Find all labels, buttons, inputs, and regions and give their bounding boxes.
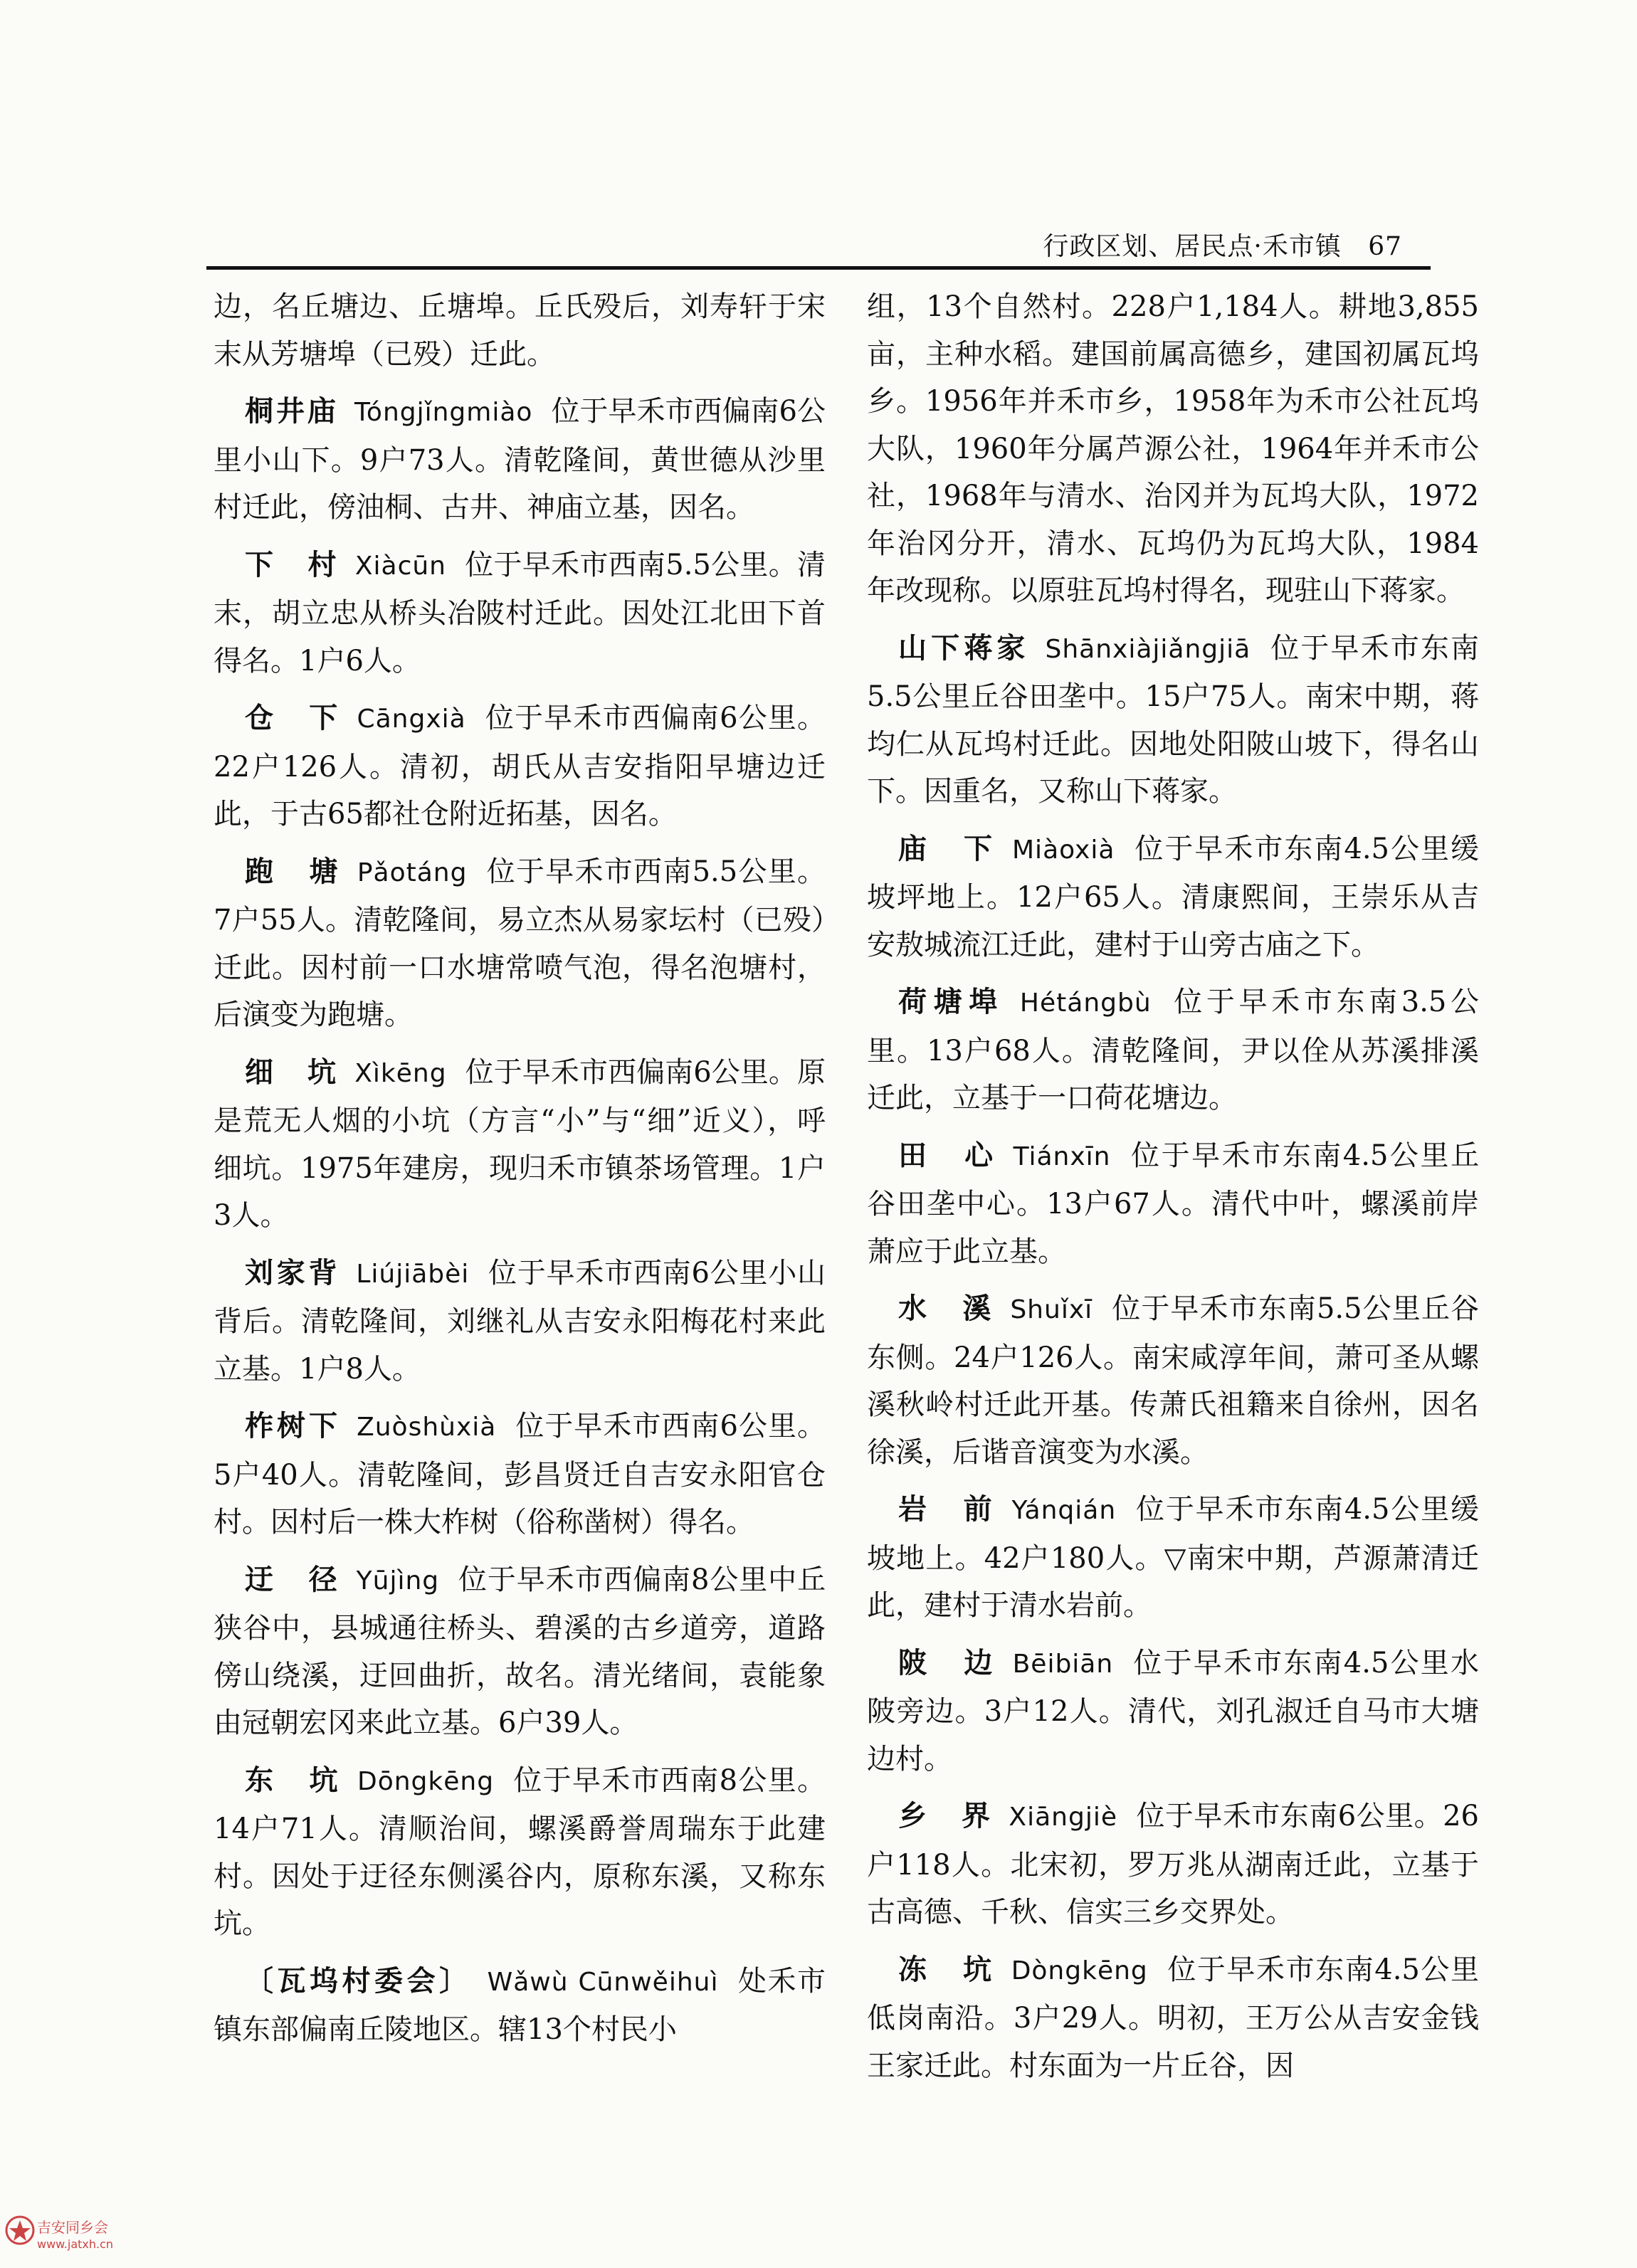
place-pinyin: Xiāngjiè (1009, 1803, 1117, 1832)
running-head (1043, 226, 1402, 263)
place-name: 岩 前 (898, 1492, 996, 1526)
place-pinyin: Dōngkēng (357, 1766, 495, 1796)
place-pinyin: Pǎotáng (357, 858, 468, 887)
right-column (867, 283, 1479, 2099)
place-name: 〔瓦坞村委会〕 (245, 1963, 472, 1998)
place-entry (867, 1946, 1479, 2090)
entry-text: 边，名丘塘边、丘塘埠。丘氏殁后，刘寿轩于宋末从芳塘埠（已殁）迁此。 (214, 290, 826, 371)
place-pinyin: Dòngkēng (1011, 1956, 1148, 1985)
place-name: 仓 下 (245, 701, 342, 734)
place-pinyin: Hétángbù (1019, 988, 1152, 1018)
place-pinyin: Shānxiàjiǎngjiā (1045, 634, 1251, 664)
place-name: 跑 塘 (245, 854, 342, 888)
place-entry (214, 1250, 826, 1393)
place-pinyin: Wǎwù Cūnwěihuì (487, 1967, 719, 1997)
place-name: 刘家背 (245, 1255, 341, 1289)
place-entry (867, 1640, 1479, 1783)
place-name: 水 溪 (898, 1292, 995, 1325)
place-name: 柞树下 (245, 1409, 342, 1442)
place-entry (867, 1132, 1479, 1276)
place-pinyin: Bēibiān (1012, 1649, 1114, 1679)
place-pinyin: Zuòshùxià (357, 1413, 497, 1442)
place-pinyin: Cāngxià (357, 705, 466, 734)
place-entry (867, 826, 1479, 969)
red-emblem-icon (4, 2215, 36, 2246)
entry-text: 位于早禾市西偏南6公里。22户126人。清初，胡氏从吉安指阳早塘边迁此，于古65都社仓附近拓基，因名。 (214, 702, 826, 830)
entry-text: 位于早禾市东南5.5公里丘谷东侧。24户126人。南宋咸淳年间，萧可圣从螺溪秋岭村迁此开基。传萧氏祖籍来自徐州，因名徐溪，后谐音演变为水溪。 (867, 1292, 1480, 1469)
place-entry (867, 1285, 1479, 1476)
place-name: 庙 下 (898, 831, 996, 865)
entry-text: 位于早禾市东南5.5公里丘谷田垄中。15户75人。南宋中期，蒋均仁从瓦坞村迁此。因地处阳陂山坡下，得名山下。因重名，又称山下蒋家。 (867, 631, 1480, 808)
entry-text: 位于早禾市西偏南6公里。原是荒无人烟的小坑（方言“小”与“细”近义），呼细坑。1975年建房，现归禾市镇茶场管理。1户3人。 (214, 1055, 826, 1232)
place-name: 田 心 (898, 1138, 998, 1172)
page-number: 67 (1368, 232, 1402, 261)
entry-text: 位于早禾市东南4.5公里丘谷田垄中心。13户67人。清代中叶，螺溪前岸萧应于此立基。 (867, 1139, 1479, 1268)
place-pinyin: Xìkēng (354, 1058, 447, 1088)
place-name: 荷塘埠 (898, 985, 1004, 1018)
place-name: 下 村 (245, 547, 339, 581)
place-entry (214, 1556, 826, 1747)
place-entry (214, 1757, 826, 1948)
place-pinyin: Tóngjǐngmiào (354, 398, 533, 427)
place-entry (214, 388, 826, 532)
place-entry (214, 1403, 826, 1546)
watermark-url: www.jatxh.cn (37, 2237, 114, 2251)
entry-text: 位于早禾市东南4.5公里低岗南沿。3户29人。明初，王万公从吉安金钱王家迁此。村东面为一片丘谷，因 (867, 1953, 1479, 2082)
running-head-title: 行政区划、居民点·禾市镇 (1043, 232, 1342, 261)
place-name: 东 坑 (245, 1763, 342, 1797)
place-name: 山下蒋家 (898, 631, 1030, 665)
place-entry (867, 625, 1479, 816)
place-pinyin: Xiàcūn (354, 551, 446, 581)
continued-text (867, 283, 1479, 615)
page-header (206, 226, 1431, 270)
left-column (214, 283, 826, 2064)
place-pinyin: Yánqián (1011, 1496, 1117, 1525)
entry-text: 位于早禾市东南4.5公里缓坡坪地上。12户65人。清康熙间，王崇乐从吉安敖城流江迁此，建村于山旁古庙之下。 (867, 832, 1479, 961)
place-name: 冻 坑 (898, 1952, 996, 1986)
place-entry (867, 1793, 1479, 1936)
place-name: 桐井庙 (245, 394, 339, 428)
place-entry (214, 848, 826, 1039)
place-name: 细 坑 (245, 1055, 339, 1089)
entry-text: 位于早禾市西偏南8公里中丘狭谷中，县城通往桥头、碧溪的古乡道旁，道路傍山绕溪，迂回曲折，故名。清光绪间，袁能象由冠朝宏冈来此立基。6户39人。 (214, 1563, 826, 1739)
watermark-site-name: 吉安同乡会 (37, 2219, 108, 2236)
place-pinyin: Tiánxīn (1013, 1141, 1111, 1171)
continued-text (214, 283, 826, 378)
entry-text: 位于早禾市西南8公里。14户71人。清顺治间，螺溪爵誉周瑞东于此建村。因处于迂径东侧溪谷内，原称东溪，又称东坑。 (214, 1763, 826, 1940)
place-entry (867, 1486, 1479, 1630)
entry-text: 位于早禾市东南3.5公里。13户68人。清乾隆间，尹以佺从苏溪排溪迁此，立基于一口荷花塘边。 (867, 986, 1479, 1114)
place-entry (214, 1049, 826, 1240)
entry-text: 组，13个自然村。228户1,184人。耕地3,855亩，主种水稻。建国前属高德乡，建国初属瓦坞乡。1956年并禾市乡，1958年为禾市公社瓦坞大队，1960年分属芦源公社，1964年并禾市公社，1968年与清水、治冈并为瓦坞大队，1972年治冈分开，清水、瓦坞仍为瓦坞大队，1984年改现称。以原驻瓦坞村得名，现驻山下蒋家。 (867, 290, 1479, 607)
entry-text: 位于早禾市西偏南6公里小山下。9户73人。清乾隆间，黄世德从沙里村迁此，傍油桐、古井、神庙立基，因名。 (214, 395, 826, 524)
place-name: 迂 径 (245, 1562, 341, 1596)
entry-text: 处禾市镇东部偏南丘陵地区。辖13个村民小 (214, 1964, 826, 2046)
entry-text: 位于早禾市西南6公里小山背后。清乾隆间，刘继礼从吉安永阳梅花村来此立基。1户8人。 (214, 1256, 826, 1386)
entry-text: 位于早禾市东南6公里。26户118人。北宋初，罗万兆从湖南迁此，立基于古高德、千秋、信实三乡交界处。 (867, 1800, 1479, 1929)
place-entry (214, 1958, 826, 2054)
entry-text: 位于早禾市西南5.5公里。清末，胡立忠从桥头冶陂村迁此。因处江北田下首得名。1户6人。 (214, 548, 826, 677)
place-entry (214, 542, 826, 685)
entry-text: 位于早禾市东南4.5公里缓坡地上。42户180人。▽南宋中期，芦源萧清迁此，建村于清水岩前。 (867, 1493, 1479, 1622)
entry-text: 位于早禾市西南5.5公里。7户55人。清乾隆间，易立杰从易家坛村（已殁）迁此。因村前一口水塘常喷气泡，得名泡塘村，后演变为跑塘。 (214, 855, 826, 1031)
place-name: 乡 界 (898, 1799, 994, 1832)
entry-text: 位于早禾市东南4.5公里水陂旁边。3户12人。清代，刘孔淑迁自马市大塘边村。 (867, 1646, 1479, 1776)
entry-text: 位于早禾市西南6公里。5户40人。清乾隆间，彭昌贤迁自吉安永阳官仓村。因村后一株大柞树（俗称凿树）得名。 (214, 1410, 826, 1539)
place-name: 陂 边 (898, 1645, 997, 1679)
place-pinyin: Shuǐxī (1010, 1295, 1093, 1324)
place-entry (214, 695, 826, 838)
place-entry (867, 979, 1479, 1122)
place-pinyin: Yūjìng (356, 1566, 440, 1595)
place-pinyin: Liújiābèi (356, 1259, 470, 1289)
place-pinyin: Miàoxià (1012, 835, 1115, 865)
site-watermark (0, 2213, 171, 2263)
